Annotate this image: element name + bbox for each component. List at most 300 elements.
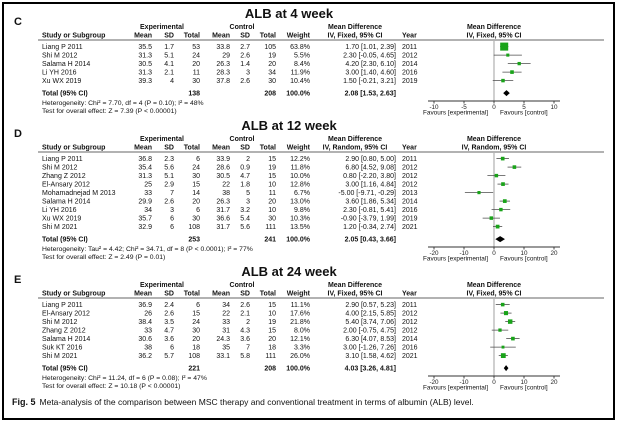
cell-value: 5.4 (240, 215, 250, 223)
cell-value: 6 (196, 156, 200, 163)
study-name: Liang P 2011 (42, 156, 83, 163)
plot-header-model: IV, Fixed, 95% CI (466, 290, 522, 298)
cell-value: 4.7 (240, 173, 250, 180)
cell-value: 11 (268, 190, 276, 197)
total-md-ci-text: 2.05 [0.43, 3.66] (344, 236, 396, 244)
total-exp: 221 (188, 365, 200, 373)
md-ci-text: 0.80 [-2.20, 3.80] (343, 173, 396, 180)
cell-value: 4.3 (240, 327, 250, 335)
study-row (42, 302, 510, 309)
total-exp: 138 (188, 90, 200, 98)
cell-value: 36.9 (138, 302, 152, 309)
overall-effect-text: Test for overall effect: Z = 10.18 (P < 0.00001) (42, 383, 181, 390)
year-value: 2019 (402, 78, 418, 85)
cell-value: 19 (268, 52, 276, 60)
cell-value: 34 (222, 302, 230, 309)
total-md-ci-text: 4.03 [3.26, 4.81] (344, 365, 396, 373)
forest-square (490, 216, 493, 219)
cell-value: 31.3 (138, 69, 152, 77)
cell-value: 1.7 (164, 44, 174, 51)
cell-value: 13.0% (290, 198, 310, 206)
forest-plot-C (4, 6, 610, 118)
cell-value: 32.9 (138, 224, 152, 231)
cell-value: 3 (246, 198, 250, 206)
cell-value: 31 (222, 327, 230, 335)
plot-header-mean-difference: Mean Difference (466, 282, 522, 289)
cell-value: 22 (222, 310, 230, 318)
study-name: Shi M 2012 (42, 52, 78, 60)
cell-value: 108 (188, 224, 200, 231)
cell-value: 5.1 (164, 52, 174, 60)
md-ci-text: 2.00 [-0.75, 4.75] (343, 327, 396, 335)
cell-value: 15 (268, 173, 276, 180)
col-header: Total (259, 32, 276, 40)
cell-value: 2.9 (164, 181, 174, 189)
forest-square (510, 70, 514, 74)
panel-letter: D (14, 128, 22, 140)
panel-letter: E (14, 274, 22, 286)
cell-value: 4 (170, 78, 174, 85)
year-value: 2012 (402, 181, 418, 189)
cell-value: 10.4% (290, 78, 310, 85)
cell-value: 36.8 (138, 156, 152, 163)
study-row (42, 311, 512, 318)
cell-value: 1.8 (240, 181, 250, 189)
cell-value: 15 (192, 181, 200, 189)
md-ci-text: 4.20 [2.30, 6.10] (345, 61, 396, 68)
cell-value: 39.3 (138, 78, 152, 85)
axis-tick-label: 0 (492, 250, 496, 257)
col-group-control: Control (229, 136, 255, 143)
cell-value: 33.1 (216, 353, 230, 360)
cell-value: 10 (268, 181, 276, 189)
cell-value: 30 (192, 215, 200, 223)
col-mean-difference: Mean Difference (327, 24, 383, 31)
cell-value: 3.6 (164, 336, 174, 343)
col-header: SD (240, 290, 250, 298)
year-value: 2014 (402, 61, 418, 68)
panel-title: ALB at 12 week (241, 118, 337, 133)
md-ci-text: 2.30 [-0.05, 4.65] (343, 52, 396, 60)
cell-value: 19 (268, 164, 276, 172)
total-weight: 100.0% (286, 236, 310, 244)
study-name: Xu WX 2019 (42, 78, 82, 85)
cell-value: 20 (192, 61, 200, 68)
cell-value: 29.9 (138, 198, 152, 206)
col-header: Mean (212, 144, 230, 152)
total-weight: 100.0% (286, 90, 310, 98)
col-header: Mean (212, 32, 230, 40)
cell-value: 35 (222, 344, 230, 352)
cell-value: 8.4% (294, 61, 310, 68)
study-name: Shi M 2012 (42, 164, 78, 172)
cell-value: 0.9 (240, 164, 250, 172)
total-ctrl: 208 (264, 90, 276, 98)
cell-value: 21.8% (290, 319, 310, 326)
caption-label: Fig. 5 (12, 397, 36, 407)
cell-value: 20 (192, 336, 200, 343)
cell-value: 6 (196, 302, 200, 309)
total-md-ci-text: 2.08 [1.53, 2.63] (344, 90, 396, 98)
study-name: Shi M 2021 (42, 224, 78, 231)
study-name: Shi M 2012 (42, 319, 78, 326)
col-study: Study or Subgroup (42, 144, 106, 152)
study-name: Liang P 2011 (42, 302, 83, 309)
md-ci-text: 1.20 [-0.34, 2.74] (343, 224, 396, 231)
col-header: Weight (286, 290, 310, 298)
study-name: Salama H 2014 (42, 198, 91, 206)
cell-value: 20 (268, 61, 276, 68)
study-row (42, 70, 522, 77)
cell-value: 11.1% (290, 302, 310, 309)
cell-value: 30 (192, 173, 200, 180)
panel-alb-4-week (4, 6, 613, 118)
cell-value: 38.4 (138, 319, 152, 326)
figure-caption (4, 393, 613, 407)
axis-tick-label: 5 (522, 104, 526, 111)
cell-value: 28.6 (216, 164, 230, 172)
forest-square (503, 199, 507, 203)
year-value: 2011 (402, 302, 418, 309)
cell-value: 5.1 (164, 173, 174, 180)
study-row (42, 328, 508, 335)
cell-value: 33 (144, 327, 152, 335)
cell-value: 33 (222, 319, 230, 326)
col-header: Total (183, 32, 200, 40)
md-ci-text: 1.50 [-0.21, 3.21] (343, 78, 396, 85)
col-group-control: Control (229, 282, 255, 289)
study-name: El-Ansary 2012 (42, 181, 90, 189)
axis-tick-label: 0 (492, 379, 496, 386)
total-ctrl: 241 (264, 236, 276, 244)
cell-value: 111 (265, 224, 276, 231)
cell-value: 36.6 (216, 215, 230, 223)
md-ci-text: 2.30 [-0.81, 5.41] (343, 207, 396, 214)
md-ci-text: 4.00 [2.15, 5.85] (345, 310, 396, 318)
study-name: Xu WX 2019 (42, 215, 82, 223)
md-ci-text: 3.00 [1.40, 4.60] (345, 69, 396, 77)
favours-experimental-label: Favours [experimental] (423, 255, 488, 263)
cell-value: 38 (222, 190, 230, 197)
axis-tick-label: -20 (429, 379, 439, 386)
year-value: 2013 (402, 190, 418, 197)
cell-value: 26.3 (216, 61, 230, 68)
cell-value: 2.7 (240, 44, 250, 51)
total-row (42, 236, 505, 243)
cell-value: 11 (192, 69, 200, 77)
forest-square (501, 353, 506, 358)
cell-value: 7 (170, 190, 174, 197)
cell-value: 31.3 (138, 173, 152, 180)
col-header: SD (240, 32, 250, 40)
cell-value: 9.8% (294, 207, 310, 214)
cell-value: 2 (246, 319, 250, 326)
favours-experimental-label: Favours [experimental] (423, 384, 488, 392)
cell-value: 24 (192, 164, 200, 172)
col-header: SD (164, 290, 174, 298)
cell-value: 8.0% (294, 327, 310, 335)
favours-control-label: Favours [control] (500, 255, 548, 263)
heterogeneity-text: Heterogeneity: Chi² = 7.70, df = 4 (P = 0.10); I² = 48% (42, 100, 204, 107)
md-ci-text: 3.00 [-1.26, 7.26] (343, 344, 396, 352)
plot-header-mean-difference: Mean Difference (466, 136, 522, 143)
col-study: Study or Subgroup (42, 290, 106, 298)
panel-letter: C (14, 16, 22, 28)
cell-value: 20 (268, 336, 276, 343)
heterogeneity-text: Heterogeneity: Tau² = 4.42; Chi² = 34.71, df = 8 (P < 0.0001); I² = 77% (42, 246, 253, 253)
col-year: Year (402, 290, 417, 298)
study-row (42, 319, 515, 326)
cell-value: 4.1 (164, 61, 174, 68)
forest-square (508, 319, 512, 323)
plot-header-model: IV, Random, 95% CI (461, 144, 527, 152)
cell-value: 5.7 (164, 353, 174, 360)
forest-square (518, 62, 521, 65)
col-group-experimental: Experimental (140, 282, 184, 289)
col-header: Weight (286, 144, 310, 152)
cell-value: 30 (268, 78, 276, 85)
col-header: SD (240, 144, 250, 152)
md-ci-text: 3.00 [1.16, 4.84] (345, 181, 396, 189)
cell-value: 10 (268, 310, 276, 318)
forest-square (495, 174, 498, 177)
cell-value: 22 (222, 181, 230, 189)
axis-tick-label: -5 (461, 104, 467, 111)
cell-value: 36.2 (138, 353, 152, 360)
cell-value: 15 (268, 156, 276, 163)
cell-value: 3 (170, 207, 174, 214)
col-header: Mean (134, 290, 152, 298)
study-name: Salama H 2014 (42, 61, 91, 68)
cell-value: 25 (144, 181, 152, 189)
study-name: Mohamadnejad M 2013 (42, 190, 116, 197)
cell-value: 3 (246, 69, 250, 77)
cell-value: 2.6 (240, 302, 250, 309)
study-row (42, 182, 509, 189)
study-row (42, 78, 513, 85)
col-group-control: Control (229, 24, 255, 31)
cell-value: 15 (268, 302, 276, 309)
md-ci-text: 2.90 [0.57, 5.23] (345, 302, 396, 309)
col-study: Study or Subgroup (42, 32, 106, 40)
cell-value: 10 (268, 207, 276, 214)
plot-header-mean-difference: Mean Difference (466, 24, 522, 31)
cell-value: 26.3 (216, 198, 230, 206)
cell-value: 2.4 (164, 302, 174, 309)
forest-square (504, 311, 508, 315)
cell-value: 6 (170, 344, 174, 352)
year-value: 2012 (402, 164, 418, 172)
study-row (42, 190, 493, 197)
axis-tick-label: 10 (550, 104, 558, 111)
cell-value: 14 (192, 190, 200, 197)
year-value: 2012 (402, 52, 418, 60)
col-header: Total (183, 144, 200, 152)
forest-square (501, 157, 505, 161)
axis-tick-label: 0 (492, 104, 496, 111)
cell-value: 5.8 (240, 353, 250, 360)
year-value: 2011 (402, 44, 418, 51)
forest-square (513, 165, 517, 169)
axis-tick-label: -20 (429, 250, 439, 257)
study-row (42, 43, 508, 51)
axis-tick-label: 10 (520, 250, 528, 257)
cell-value: 11.9% (290, 69, 310, 77)
cell-value: 29 (222, 52, 230, 60)
col-year: Year (402, 144, 417, 152)
year-value: 2011 (402, 156, 418, 163)
study-name: Suk KT 2016 (42, 344, 83, 352)
overall-effect-text: Test for overall effect: Z = 7.39 (P < 0.00001) (42, 108, 177, 115)
total-row (42, 365, 508, 372)
study-row (42, 345, 516, 352)
md-ci-text: 3.10 [1.58, 4.62] (345, 353, 396, 360)
cell-value: 4.7 (164, 327, 174, 335)
year-value: 2012 (402, 173, 418, 180)
cell-value: 33.9 (216, 156, 230, 163)
study-row (42, 173, 505, 180)
md-ci-text: 5.40 [3.74, 7.06] (345, 319, 396, 326)
cell-value: 5.6 (164, 164, 174, 172)
total-label: Total (95% CI) (42, 236, 88, 244)
total-label: Total (95% CI) (42, 90, 88, 98)
study-name: Li YH 2016 (42, 69, 77, 77)
cell-value: 6 (170, 224, 174, 231)
cell-value: 24 (192, 52, 200, 60)
study-row (42, 53, 522, 60)
cell-value: 2 (246, 156, 250, 163)
col-header: Weight (286, 32, 310, 40)
cell-value: 5 (246, 190, 250, 197)
col-header: SD (164, 32, 174, 40)
cell-value: 35.5 (138, 44, 152, 51)
cell-value: 15 (192, 310, 200, 318)
cell-value: 26 (144, 310, 152, 318)
study-name: Liang P 2011 (42, 44, 83, 51)
cell-value: 53 (192, 44, 200, 51)
total-diamond (503, 90, 510, 96)
cell-value: 2.6 (164, 310, 174, 318)
cell-value: 35.4 (138, 164, 152, 172)
study-row (42, 207, 510, 214)
total-label: Total (95% CI) (42, 365, 88, 373)
cell-value: 6 (196, 207, 200, 214)
study-name: Zhang Z 2012 (42, 327, 86, 335)
total-row (42, 90, 510, 97)
year-value: 2012 (402, 327, 418, 335)
md-ci-text: 3.60 [1.86, 5.34] (345, 198, 396, 206)
study-name: Li YH 2016 (42, 207, 77, 214)
year-value: 2016 (402, 69, 418, 77)
cell-value: 12.1% (290, 336, 310, 343)
cell-value: 20 (192, 198, 200, 206)
cell-value: 2.3 (164, 156, 174, 163)
study-row (42, 353, 508, 360)
cell-value: 11.8% (290, 164, 310, 172)
col-header: Mean (134, 32, 152, 40)
cell-value: 33 (144, 190, 152, 197)
cell-value: 31.7 (216, 224, 230, 231)
cell-value: 30 (268, 215, 276, 223)
forest-square (506, 54, 509, 57)
cell-value: 2.1 (240, 310, 250, 318)
axis-tick-label: 20 (550, 379, 558, 386)
cell-value: 63.8% (290, 44, 310, 51)
forest-square (496, 225, 500, 229)
cell-value: 30.5 (138, 61, 152, 68)
study-row (42, 216, 500, 223)
col-header: Mean (212, 290, 230, 298)
cell-value: 2.6 (240, 52, 250, 60)
cell-value: 12.8% (290, 181, 310, 189)
col-year: Year (402, 32, 417, 40)
forest-square (500, 43, 508, 51)
cell-value: 111 (265, 353, 276, 360)
cell-value: 26.0% (290, 353, 310, 360)
study-name: El-Ansary 2012 (42, 310, 90, 318)
cell-value: 10.3% (290, 215, 310, 223)
axis-tick-label: -10 (429, 104, 439, 111)
md-ci-text: 1.70 [1.01, 2.39] (345, 44, 396, 51)
forest-square (501, 182, 505, 186)
year-value: 2021 (402, 224, 418, 231)
cell-value: 31.7 (216, 207, 230, 214)
axis-tick-label: -10 (459, 250, 469, 257)
cell-value: 31.3 (138, 52, 152, 60)
cell-value: 17.6% (290, 310, 310, 318)
cell-value: 5.5% (294, 52, 310, 60)
total-exp: 253 (188, 236, 200, 244)
md-ci-text: -5.00 [-9.71, -0.29] (338, 190, 396, 197)
total-weight: 100.0% (286, 365, 310, 373)
heterogeneity-text: Heterogeneity: Chi² = 11.24, df = 6 (P = 0.08); I² = 47% (42, 375, 207, 382)
year-value: 2016 (402, 207, 418, 214)
md-ci-text: -0.90 [-3.79, 1.99] (340, 215, 396, 223)
study-row (42, 199, 510, 206)
cell-value: 34 (268, 69, 276, 77)
axis-tick-label: 10 (520, 379, 528, 386)
cell-value: 20 (268, 198, 276, 206)
cell-value: 15 (268, 327, 276, 335)
cell-value: 18 (268, 344, 276, 352)
year-value: 2012 (402, 319, 418, 326)
study-row (42, 224, 502, 231)
forest-plot-D (4, 118, 610, 264)
study-row (42, 165, 521, 172)
cell-value: 24.3 (216, 336, 230, 343)
cell-value: 38 (144, 344, 152, 352)
cell-value: 35.7 (138, 215, 152, 223)
favours-experimental-label: Favours [experimental] (423, 109, 488, 117)
favours-control-label: Favours [control] (500, 384, 548, 392)
cell-value: 3.6 (240, 336, 250, 343)
cell-value: 37.8 (216, 78, 230, 85)
panel-alb-24-week (4, 264, 613, 393)
year-value: 2021 (402, 353, 418, 360)
cell-value: 30.6 (138, 336, 152, 343)
forest-square (477, 191, 480, 194)
col-header: Total (183, 290, 200, 298)
panel-title: ALB at 24 week (241, 264, 337, 279)
panel-title: ALB at 4 week (244, 6, 334, 21)
col-mean-difference: Mean Difference (327, 282, 383, 289)
cell-value: 5.6 (240, 224, 250, 231)
col-mean-difference: Mean Difference (327, 136, 383, 143)
axis-tick-label: 20 (550, 250, 558, 257)
cell-value: 2.6 (240, 78, 250, 85)
overall-effect-text: Test for overall effect: Z = 2.49 (P = 0.01) (42, 254, 166, 261)
total-diamond (504, 365, 509, 371)
